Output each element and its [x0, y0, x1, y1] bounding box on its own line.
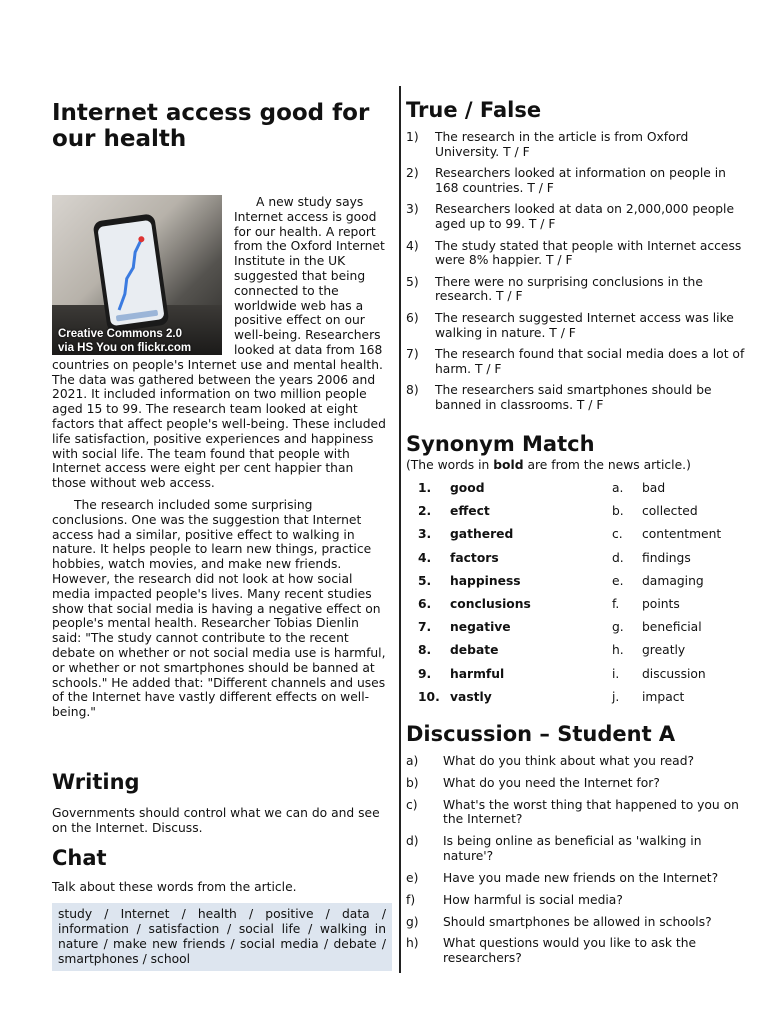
question-letter: g) — [406, 914, 419, 929]
photo-credit-line-1: Creative Commons 2.0 — [58, 328, 182, 340]
synonym-row — [406, 667, 746, 690]
question-text: What do you need the Internet for? — [443, 775, 660, 790]
item-text: The researchers said smartphones should be banned in classrooms. T / F — [435, 383, 712, 412]
question-letter: c) — [406, 797, 418, 812]
synonym-row — [406, 504, 746, 527]
synonym-row — [406, 527, 746, 550]
item-number: 8) — [406, 383, 419, 398]
chat-heading: Chat — [52, 846, 107, 870]
synonym-match-section — [406, 432, 746, 713]
synonym-row — [406, 551, 746, 574]
item-number: 3) — [406, 202, 419, 217]
synonym-definition: impact — [642, 689, 685, 704]
chat-instruction: Talk about these words from the article. — [52, 880, 297, 894]
true-false-list — [406, 130, 746, 413]
true-false-heading: True / False — [406, 98, 542, 122]
synonym-row — [406, 574, 746, 597]
synonym-number: 1. — [418, 481, 432, 495]
article-paragraph-1: A new study says Internet access is good for our health. A report from the Oxford Internet Institute in the UK suggested that being connected to the worldwide web has a positive effect on our well-being. Researchers looked at data from 168 countries on people's Internet use and mental health. The data was gathered between the years 2006 and 2021. It included information on two million people aged 15 to 99. The research team looked at eight factors that affect people's well-being. These included life satisfaction, positive experiences and happiness with social life. The team found that people with Internet access were eight per cent happier than those without web access. — [52, 195, 386, 491]
instruction-bold-word: bold — [493, 458, 524, 472]
column-divider — [399, 86, 401, 973]
synonym-letter: h. — [612, 643, 624, 658]
left-column — [52, 100, 392, 966]
question-letter: d) — [406, 834, 419, 849]
item-text: Researchers looked at information on people in 168 countries. T / F — [435, 166, 726, 195]
instruction-text: (The words in — [406, 458, 494, 472]
synonym-definition: beneficial — [642, 620, 702, 635]
true-false-item — [406, 347, 746, 376]
synonym-word: gathered — [450, 527, 514, 542]
question-letter: a) — [406, 754, 419, 768]
discussion-question — [406, 936, 746, 965]
question-letter: b) — [406, 775, 419, 790]
item-text: The research suggested Internet access was like walking in nature. T / F — [435, 310, 734, 340]
question-letter: e) — [406, 870, 419, 885]
writing-prompt: Governments should control what we can do and see on the Internet. Discuss. — [52, 806, 380, 835]
synonym-number: 5. — [418, 573, 432, 588]
synonym-definition: discussion — [642, 666, 706, 681]
writing-heading: Writing — [52, 770, 140, 794]
question-text: Is being online as beneficial as 'walking in nature'? — [443, 834, 702, 863]
synonym-letter: f. — [612, 596, 620, 611]
synonym-word: conclusions — [450, 596, 531, 611]
writing-section — [52, 770, 382, 836]
instruction-text: are from the news article.) — [523, 458, 691, 472]
synonym-letter: g. — [612, 620, 624, 635]
question-text: What do you think about what you read? — [443, 754, 695, 768]
synonym-letter: d. — [612, 550, 624, 565]
item-number: 4) — [406, 238, 419, 253]
discussion-list — [406, 754, 746, 966]
question-text: What's the worst thing that happened to you on the Internet? — [443, 797, 739, 827]
synonym-word: effect — [450, 504, 490, 519]
article-paragraph-2: The research included some surprising conclusions. One was the suggestion that Internet access had a similar, positive effect to walking in nature. It helps people to learn new things, practice hobbies, watch movies, and make new friends. However, the research did not look at how social media impacted people's lives. Many recent studies show that social media is having a negative effect on people's mental health. Researcher Tobias Dienlin said: "The study cannot contribute to the recent debate on whether or not social media use is harmful, or whether or not smartphones should be banned at schools." He added that: "Different channels and uses of the Internet have vastly different effects on well-being." — [52, 497, 386, 720]
synonym-definition: bad — [642, 481, 666, 495]
item-text: The research in the article is from Oxford University. T / F — [435, 130, 689, 159]
item-number: 7) — [406, 347, 419, 362]
photo-credit — [58, 327, 191, 355]
true-false-item — [406, 130, 746, 159]
synonym-word: negative — [450, 620, 511, 635]
synonym-number: 7. — [418, 620, 432, 635]
synonym-letter: e. — [612, 573, 624, 588]
synonym-row — [406, 643, 746, 666]
synonym-word: debate — [450, 643, 499, 658]
synonym-definition: collected — [642, 504, 698, 519]
item-text: The study stated that people with Internet access were 8% happier. T / F — [435, 238, 742, 268]
item-text: Researchers looked at data on 2,000,000 people aged up to 99. T / F — [435, 202, 735, 231]
synonym-definition: contentment — [642, 527, 722, 542]
true-false-item — [406, 239, 746, 268]
chat-word-box: study / Internet / health / positive / data / information / satisfaction / social life / walking in nature / make new friends / social media / debate / smartphones / school — [52, 903, 392, 971]
synonym-match-heading: Synonym Match — [406, 432, 595, 456]
synonym-row — [406, 620, 746, 643]
question-text: What questions would you like to ask the researchers? — [443, 936, 697, 966]
item-number: 1) — [406, 130, 419, 144]
question-text: Have you made new friends on the Internet? — [443, 870, 719, 885]
synonym-match-grid — [406, 481, 746, 713]
synonym-definition: points — [642, 596, 680, 611]
article-body — [52, 195, 387, 720]
true-false-item — [406, 311, 746, 340]
synonym-word: good — [450, 481, 485, 495]
synonym-number: 10. — [418, 689, 440, 704]
true-false-item — [406, 166, 746, 195]
synonym-number: 9. — [418, 666, 432, 681]
synonym-letter: i. — [612, 666, 620, 681]
synonym-word: harmful — [450, 666, 505, 681]
item-number: 2) — [406, 166, 419, 181]
synonym-row — [406, 690, 746, 713]
discussion-section — [406, 722, 746, 973]
synonym-word: happiness — [450, 573, 521, 588]
synonym-number: 3. — [418, 527, 432, 542]
phone-map-screen — [97, 220, 164, 327]
discussion-question — [406, 776, 746, 791]
true-false-item — [406, 383, 746, 412]
discussion-question — [406, 915, 746, 930]
discussion-heading: Discussion – Student A — [406, 722, 676, 746]
synonym-number: 2. — [418, 504, 432, 519]
item-text: There were no surprising conclusions in the research. T / F — [435, 274, 703, 304]
discussion-question — [406, 893, 746, 908]
synonym-letter: j. — [612, 689, 620, 704]
synonym-number: 8. — [418, 643, 432, 658]
synonym-number: 6. — [418, 596, 432, 611]
question-letter: h) — [406, 936, 419, 951]
synonym-match-instruction — [406, 458, 746, 473]
synonym-row — [406, 481, 746, 504]
synonym-letter: b. — [612, 504, 624, 519]
right-column — [406, 98, 746, 966]
item-number: 6) — [406, 310, 419, 325]
discussion-question — [406, 834, 746, 863]
question-text: How harmful is social media? — [443, 892, 623, 907]
item-text: The research found that social media does a lot of harm. T / F — [435, 347, 745, 376]
synonym-word: vastly — [450, 689, 492, 704]
synonym-definition: damaging — [642, 573, 704, 588]
question-text: Should smartphones be allowed in schools? — [443, 914, 712, 929]
true-false-item — [406, 275, 746, 304]
item-number: 5) — [406, 274, 419, 289]
synonym-number: 4. — [418, 550, 432, 565]
discussion-question — [406, 798, 746, 827]
article-photo — [52, 195, 222, 355]
discussion-question — [406, 871, 746, 886]
photo-credit-line-2: via HS You on flickr.com — [58, 342, 192, 354]
chat-section — [52, 846, 392, 971]
synonym-word: factors — [450, 550, 499, 565]
synonym-letter: a. — [612, 481, 624, 495]
synonym-letter: c. — [612, 527, 623, 542]
article-title: Internet access good for our health — [52, 100, 370, 152]
question-letter: f) — [406, 892, 416, 907]
synonym-definition: greatly — [642, 643, 686, 658]
synonym-definition: findings — [642, 550, 691, 565]
map-route-icon — [97, 220, 164, 327]
true-false-item — [406, 202, 746, 231]
synonym-row — [406, 597, 746, 620]
discussion-question — [406, 754, 746, 769]
